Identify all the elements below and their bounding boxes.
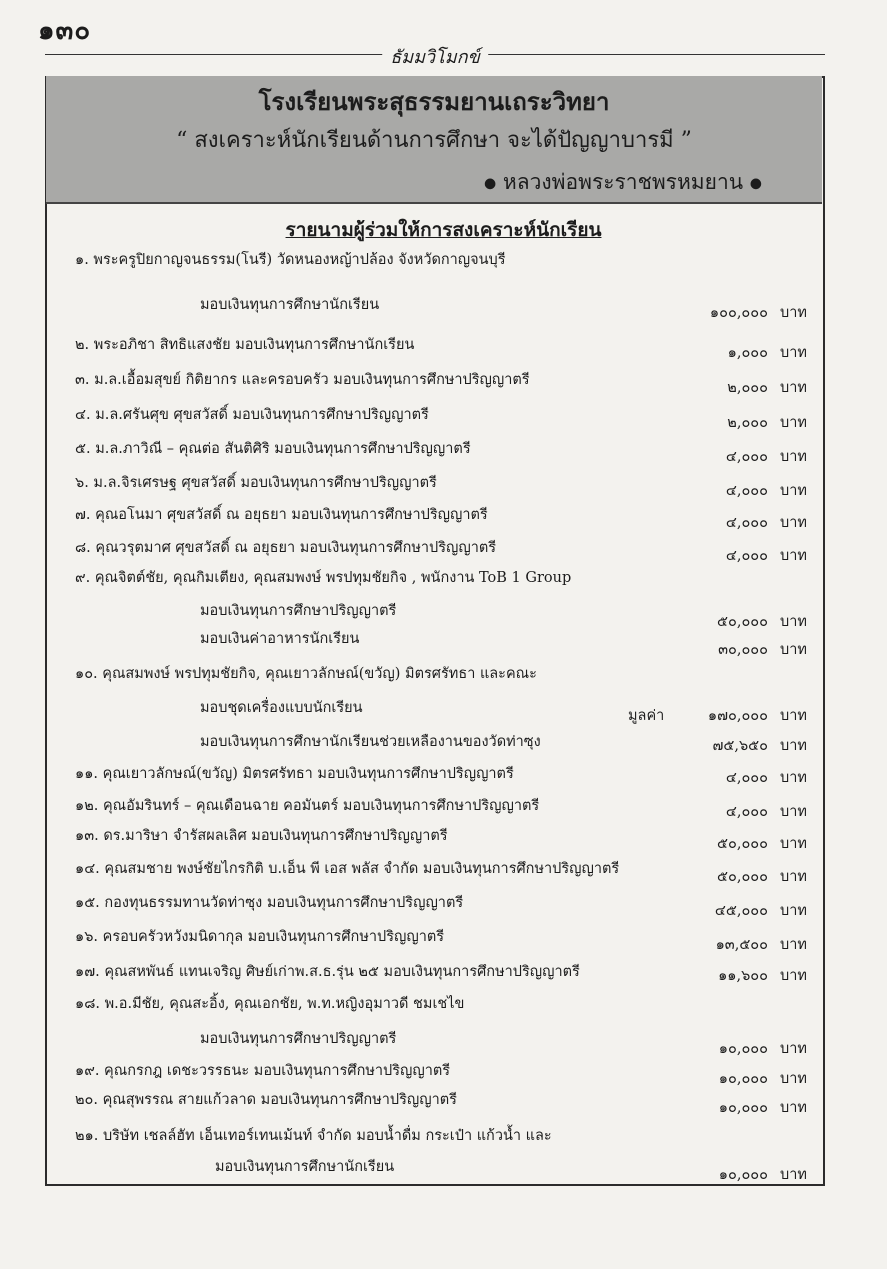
bullet-icon: ● [483, 175, 497, 192]
list-item: มอบเงินทุนการศึกษาปริญญาตรี [200, 603, 397, 619]
amount [700, 704, 807, 727]
list-item: ๑. พระครูปิยกาญจนธรรม(โนรี) วัดหนองหญ้าปล้อง จังหวัดกาญจนบุรี [75, 252, 506, 268]
amount [700, 1163, 807, 1186]
list-item: มอบชุดเครื่องแบบนักเรียน [200, 700, 363, 716]
amount [700, 964, 807, 987]
page-number: ๑๓๐ [38, 16, 92, 46]
amount-unit: บาท [780, 869, 807, 885]
amount-value: ๑๐,๐๐๐ [718, 1041, 768, 1057]
amount-value: ๔๕,๐๐๐ [714, 903, 768, 919]
amount-value: ๗๕,๖๕๐ [712, 738, 768, 754]
list-item: มอบเงินทุนการศึกษานักเรียน [200, 297, 380, 313]
amount [700, 1037, 807, 1060]
amount-unit: บาท [780, 380, 807, 396]
amount-unit: บาท [780, 968, 807, 984]
amount-value: ๕๐,๐๐๐ [717, 836, 768, 852]
amount-unit: บาท [780, 449, 807, 465]
amount-unit: บาท [780, 614, 807, 630]
list-title: รายนามผู้ร่วมให้การสงเคราะห์นักเรียน [285, 219, 602, 241]
amount-value: ๑๐๐,๐๐๐ [709, 305, 768, 321]
amount-value: ๑๓,๕๐๐ [715, 937, 768, 953]
list-item: ๑๙. คุณกรกฎ เดชะวรรธนะ มอบเงินทุนการศึกษาปริญญาตรี [75, 1063, 451, 1079]
list-item: ๑๓. ดร.มาริษา จำรัสผลเลิศ มอบเงินทุนการศึกษาปริญญาตรี [75, 828, 448, 844]
list-item: ๖. ม.ล.จิรเศรษฐ ศุขสวัสดิ์ มอบเงินทุนการศึกษาปริญญาตรี [75, 475, 437, 491]
list-item: ๑๗. คุณสหพันธ์ แทนเจริญ ศิษย์เก่าพ.ส.ธ.รุ่น ๒๕ มอบเงินทุนการศึกษาปริญญาตรี [75, 964, 580, 980]
amount-unit: บาท [780, 937, 807, 953]
list-item: มอบเงินทุนการศึกษาปริญญาตรี [200, 1031, 397, 1047]
amount-unit: บาท [780, 1100, 807, 1116]
amount-value: ๓๐,๐๐๐ [718, 642, 768, 658]
amount-value: ๕๐,๐๐๐ [717, 869, 768, 885]
amount [700, 544, 807, 567]
list-item: ๙. คุณจิตต์ชัย, คุณกิมเตียง, คุณสมพงษ์ พรปทุมชัยกิจ , พนักงาน ToB 1 Group [75, 570, 572, 586]
banner [46, 76, 822, 204]
amount-unit: บาท [780, 642, 807, 658]
bullet-icon: ● [749, 175, 762, 192]
list-item: มอบเงินทุนการศึกษานักเรียน [215, 1159, 395, 1175]
author-name: หลวงพ่อพระราชพรหมยาน [502, 170, 744, 194]
list-item: ๑๒. คุณอัมรินทร์ – คุณเดือนฉาย คอมันตร์ มอบเงินทุนการศึกษาปริญญาตรี [75, 798, 540, 814]
amount-value: ๔,๐๐๐ [725, 548, 768, 564]
amount-unit: บาท [780, 1167, 807, 1183]
amount [700, 638, 807, 661]
amount-value: ๒,๐๐๐ [727, 380, 768, 396]
amount-value: ๑๐,๐๐๐ [718, 1071, 768, 1087]
amount-unit: บาท [780, 804, 807, 820]
amount-unit: บาท [780, 770, 807, 786]
list-item: ๓. ม.ล.เอื้อมสุขย์ กิติยากร และครอบครัว มอบเงินทุนการศึกษาปริญญาตรี [75, 372, 530, 388]
list-item: ๑๑. คุณเยาวลักษณ์(ขวัญ) มิตรศรัทธา มอบเงินทุนการศึกษาปริญญาตรี [75, 766, 514, 782]
list-item: ๑๖. ครอบครัวหวังมนิดากุล มอบเงินทุนการศึกษาปริญญาตรี [75, 929, 445, 945]
amount [700, 832, 807, 855]
list-item: ๘. คุณวรุตมาศ ศุขสวัสดิ์ ณ อยุธยา มอบเงินทุนการศึกษาปริญญาตรี [75, 540, 497, 556]
list-item: ๑๘. พ.อ.มีชัย, คุณสะอิ้ง, คุณเอกชัย, พ.ท.หญิงอุมาวดี ชมเชไข [75, 996, 465, 1012]
amount-unit: บาท [780, 305, 807, 321]
list-item: ๗. คุณอโนมา ศุขสวัสดิ์ ณ อยุธยา มอบเงินทุนการศึกษาปริญญาตรี [75, 507, 488, 523]
amount-value: ๑๐,๐๐๐ [718, 1167, 768, 1183]
value-label: มูลค่า [628, 708, 665, 724]
amount-value: ๑๗๐,๐๐๐ [707, 708, 768, 724]
list-item: มอบเงินค่าอาหารนักเรียน [200, 631, 360, 647]
amount [700, 800, 807, 823]
amount-value: ๔,๐๐๐ [725, 515, 768, 531]
amount [700, 933, 807, 956]
amount-value: ๑๑,๖๐๐ [718, 968, 768, 984]
list-item: ๕. ม.ล.ภาวิณี – คุณต่อ สันติศิริ มอบเงินทุนการศึกษาปริญญาตรี [75, 441, 471, 457]
amount-unit: บาท [780, 1071, 807, 1087]
amount [700, 445, 807, 468]
amount-unit: บาท [780, 515, 807, 531]
list-item: ๒. พระอภิชา สิทธิแสงชัย มอบเงินทุนการศึกษานักเรียน [75, 337, 415, 353]
amount-value: ๔,๐๐๐ [725, 449, 768, 465]
amount [700, 341, 807, 364]
list-item: ๒๑. บริษัท เชลล์ฮัท เอ็นเทอร์เทนเม้นท์ จำกัด มอบน้ำดื่ม กระเป๋า แก้วน้ำ และ [75, 1128, 552, 1144]
amount-unit: บาท [780, 708, 807, 724]
amount [700, 479, 807, 502]
amount-unit: บาท [780, 1041, 807, 1057]
amount-unit: บาท [780, 415, 807, 431]
amount [700, 1096, 807, 1119]
school-name: โรงเรียนพระสุธรรมยานเถระวิทยา [258, 87, 610, 116]
amount-unit: บาท [780, 738, 807, 754]
amount-value: ๔,๐๐๐ [725, 804, 768, 820]
amount [700, 376, 807, 399]
amount [700, 411, 807, 434]
amount [700, 610, 807, 633]
amount-value: ๑,๐๐๐ [727, 345, 768, 361]
motto: “ สงเคราะห์นักเรียนด้านการศึกษา จะได้ปัญญาบารมี ” [176, 128, 692, 153]
amount-unit: บาท [780, 345, 807, 361]
list-item: มอบเงินทุนการศึกษานักเรียนช่วยเหลืองานของวัดท่าซุง [200, 734, 541, 750]
amount [700, 899, 807, 922]
amount-unit: บาท [780, 483, 807, 499]
list-item: ๑๕. กองทุนธรรมทานวัดท่าซุง มอบเงินทุนการศึกษาปริญญาตรี [75, 895, 464, 911]
amount [700, 1067, 807, 1090]
running-header-label: ธัมมวิโมกข์ [382, 42, 488, 71]
amount-value: ๔,๐๐๐ [725, 770, 768, 786]
amount-value: ๔,๐๐๐ [725, 483, 768, 499]
amount [700, 301, 807, 324]
author-line [484, 166, 762, 199]
list-item: ๒๐. คุณสุพรรณ สายแก้วลาด มอบเงินทุนการศึกษาปริญญาตรี [75, 1092, 457, 1108]
amount-value: ๑๐,๐๐๐ [718, 1100, 768, 1116]
running-header [45, 42, 825, 66]
amount-value: ๕๐,๐๐๐ [717, 614, 768, 630]
amount-unit: บาท [780, 836, 807, 852]
list-item: ๑๔. คุณสมชาย พงษ์ชัยไกรกิติ บ.เอ็น พี เอส พลัส จำกัด มอบเงินทุนการศึกษาปริญญาตรี [75, 861, 620, 877]
amount [700, 734, 807, 757]
amount-unit: บาท [780, 903, 807, 919]
amount [700, 511, 807, 534]
list-item: ๑๐. คุณสมพงษ์ พรปทุมชัยกิจ, คุณเยาวลักษณ์(ขวัญ) มิตรศรัทธา และคณะ [75, 666, 537, 682]
amount [700, 865, 807, 888]
list-item: ๔. ม.ล.ศรันศุข ศุขสวัสดิ์ มอบเงินทุนการศึกษาปริญญาตรี [75, 407, 429, 423]
amount-value: ๒,๐๐๐ [727, 415, 768, 431]
amount [700, 766, 807, 789]
amount-unit: บาท [780, 548, 807, 564]
